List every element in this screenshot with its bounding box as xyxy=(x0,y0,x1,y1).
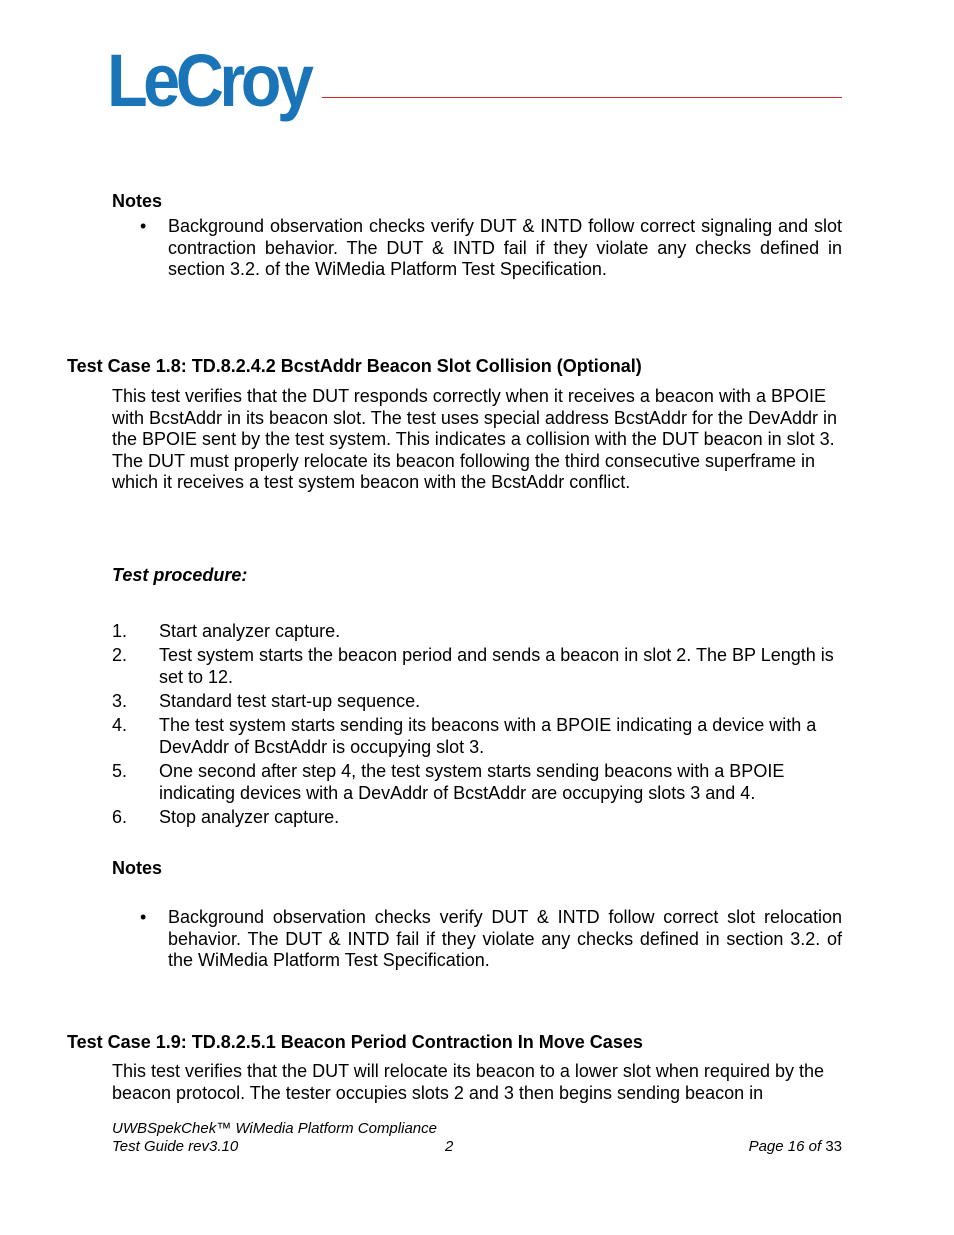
footer-doc-title: UWBSpekChek™ WiMedia Platform Compliance xyxy=(112,1120,437,1137)
procedure-step-3 xyxy=(112,690,842,712)
footer-page-number xyxy=(746,1138,842,1156)
procedure-step-2 xyxy=(112,644,842,688)
step-number: 6. xyxy=(112,807,128,827)
step-text: Test system starts the beacon period and sends a beacon in slot 2. The BP Length is set to 12. xyxy=(159,645,834,687)
lecroy-logo: LeCroy xyxy=(107,39,310,122)
bullet-icon: • xyxy=(140,216,147,236)
test-case-1-8-heading: Test Case 1.8: TD.8.2.4.2 BcstAddr Beacon Slot Collision (Optional) xyxy=(67,356,642,376)
notes-heading-2: Notes xyxy=(112,858,163,878)
procedure-steps xyxy=(112,620,842,830)
test-case-1-9-body: This test verifies that the DUT will relocate its beacon to a lower slot when required by the beacon protocol. The tester occupies slots 2 and 3 then begins sending beacon in xyxy=(112,1061,825,1103)
step-text: Stop analyzer capture. xyxy=(159,807,340,827)
step-text: Standard test start-up sequence. xyxy=(159,691,421,711)
procedure-step-1 xyxy=(112,620,842,642)
header-rule xyxy=(322,97,842,98)
notes-heading-1: Notes xyxy=(112,191,163,211)
step-number: 4. xyxy=(112,715,128,735)
footer-page-total: 33 xyxy=(825,1138,842,1155)
step-number: 3. xyxy=(112,691,128,711)
notes-bullet-1-text: Background observation checks verify DUT & INTD follow correct signaling and slot contraction behavior. The DUT & INTD fail if they violate any checks defined in section 3.2. of the WiMedia Platform Test Specification. xyxy=(168,216,842,280)
procedure-step-4 xyxy=(112,714,842,758)
step-text: Start analyzer capture. xyxy=(159,621,341,641)
step-number: 1. xyxy=(112,621,128,641)
footer-center-number: 2 xyxy=(445,1138,454,1155)
test-procedure-heading: Test procedure: xyxy=(112,565,248,585)
notes-bullet-2-text: Background observation checks verify DUT & INTD follow correct slot relocation behavior. The DUT & INTD fail if they violate any checks defined in section 3.2. of the WiMedia Platform Test Specification. xyxy=(168,907,842,971)
step-number: 2. xyxy=(112,645,128,665)
test-case-1-9-heading: Test Case 1.9: TD.8.2.5.1 Beacon Period Contraction In Move Cases xyxy=(67,1032,643,1052)
step-text: One second after step 4, the test system starts sending beacons with a BPOIE indicating devices with a DevAddr of BcstAddr are occupying slots 3 and 4. xyxy=(159,761,785,803)
step-number: 5. xyxy=(112,761,128,781)
footer-doc-revision: Test Guide rev3.10 xyxy=(112,1138,239,1155)
procedure-step-6 xyxy=(112,806,842,828)
notes-bullet-2 xyxy=(140,907,842,972)
notes-bullet-1 xyxy=(140,216,842,281)
step-text: The test system starts sending its beacons with a BPOIE indicating a device with a DevAddr of BcstAddr is occupying slot 3. xyxy=(159,715,817,757)
test-case-1-8-body: This test verifies that the DUT responds correctly when it receives a beacon with a BPOIE with BcstAddr in its beacon slot. The test uses special address BcstAddr for the DevAddr in the BPOIE sent by the test system. This indicates a collision with the DUT beacon in slot 3. The DUT must properly relocate its beacon following the third consecutive superframe in which it receives a test system beacon with the BcstAddr conflict. xyxy=(112,386,838,493)
footer-page-prefix: Page 16 of xyxy=(748,1138,822,1155)
bullet-icon: • xyxy=(140,907,147,927)
procedure-step-5 xyxy=(112,760,842,804)
